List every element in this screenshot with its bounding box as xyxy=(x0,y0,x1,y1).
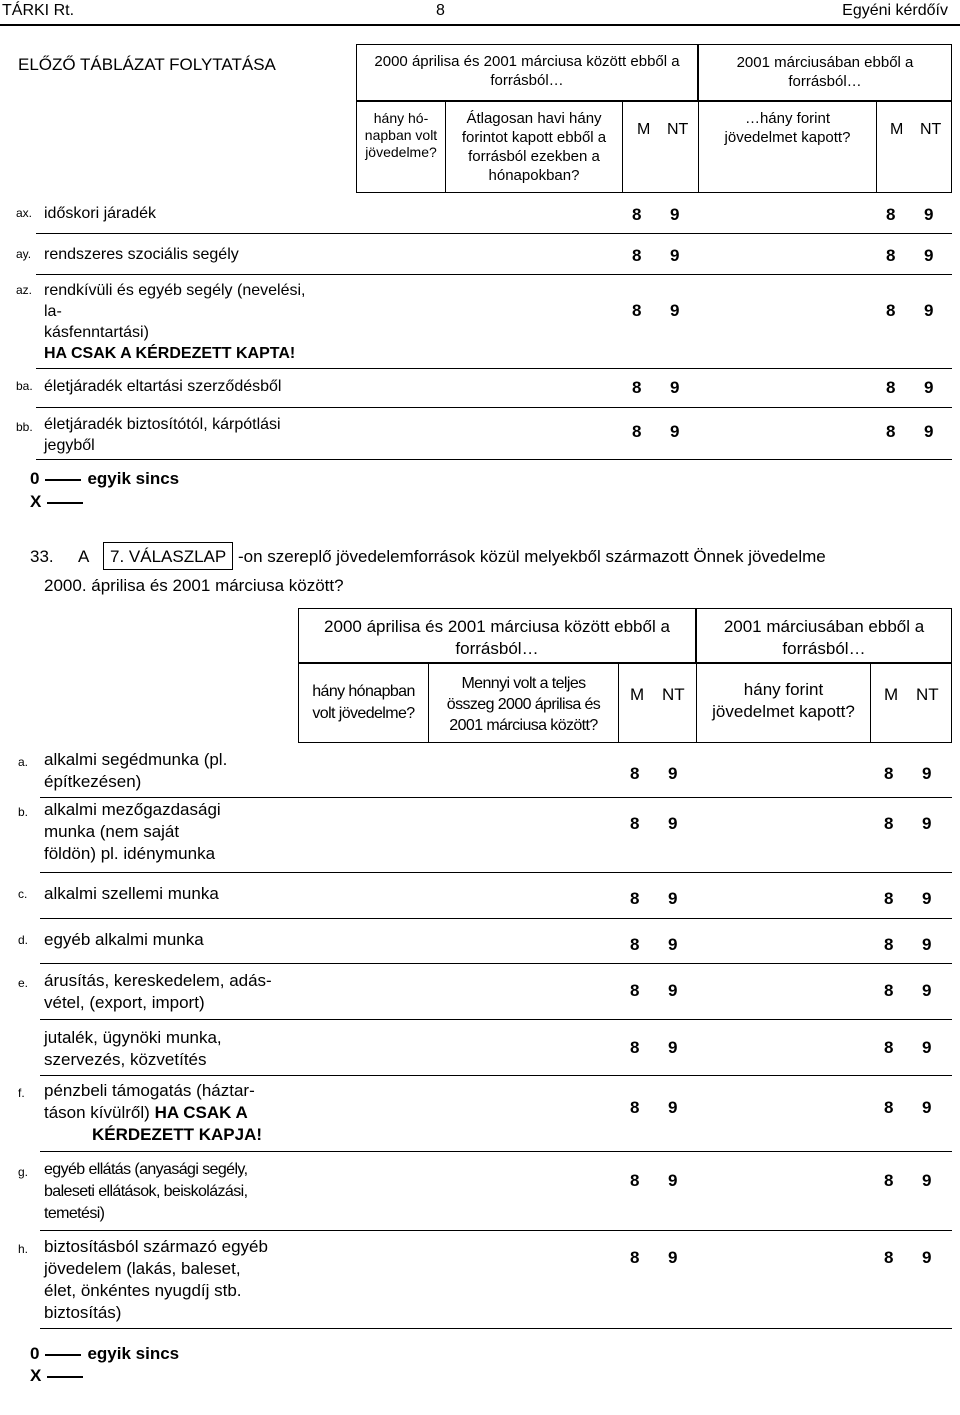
table2-x-option[interactable] xyxy=(30,1365,89,1387)
table1-row-ba xyxy=(0,376,960,406)
code-nt2[interactable]: 9 xyxy=(922,814,932,833)
code-nt2[interactable]: 9 xyxy=(924,246,934,265)
row-label: életjáradék eltartási szerződésből xyxy=(44,378,282,395)
label-line: munka (nem saját xyxy=(44,822,180,841)
header-rule xyxy=(0,24,960,26)
table2-col-forint xyxy=(697,679,870,723)
code-nt2[interactable]: 9 xyxy=(922,889,932,908)
code-nt2[interactable]: 9 xyxy=(922,981,932,1000)
row-rule xyxy=(40,797,952,798)
col-text: hány hó- xyxy=(373,110,429,126)
row-rule xyxy=(36,407,952,408)
code-nt[interactable]: 9 xyxy=(670,246,680,265)
col-text: forrásból ezekben a xyxy=(468,148,600,165)
code-m[interactable]: 8 xyxy=(630,764,640,783)
code-m[interactable]: 8 xyxy=(630,814,640,833)
code-m[interactable]: 8 xyxy=(630,935,640,954)
col-text: 2001 márciusa között? xyxy=(449,717,598,734)
label-line: biztosítás) xyxy=(44,1303,122,1322)
row-rule xyxy=(40,1151,952,1152)
row-rule xyxy=(36,368,952,369)
code-nt[interactable]: 9 xyxy=(668,935,678,954)
table2-col-total xyxy=(429,673,618,736)
table2-col-nt: NT xyxy=(662,685,685,704)
q33-card: 7. VÁLASZLAP xyxy=(110,547,227,566)
table2-col-months xyxy=(299,681,428,725)
col-text: hány forint xyxy=(743,680,824,699)
row-label: időskori járadék xyxy=(44,205,157,222)
table2-row-a xyxy=(0,749,960,797)
q33-prefix: A xyxy=(78,547,90,566)
row-label xyxy=(44,414,281,456)
label-line: alkalmi segédmunka (pl. xyxy=(44,750,228,769)
col-text: volt jövedelme? xyxy=(312,705,415,722)
code-m[interactable]: 8 xyxy=(630,1098,640,1117)
table2-row-h xyxy=(0,1236,960,1328)
code-nt[interactable]: 9 xyxy=(670,205,680,224)
table2-group2-header xyxy=(696,608,952,663)
label-line: rendkívüli és egyéb segély (nevelési, xyxy=(44,282,306,299)
code-nt2[interactable]: 9 xyxy=(924,205,934,224)
label-line: életjáradék biztosítótól, kárpótlási xyxy=(44,416,281,433)
label-line: temetési) xyxy=(44,1205,105,1222)
table1-row-bb xyxy=(0,414,960,460)
label-line: vétel, (export, import) xyxy=(44,993,205,1012)
table1-col-m2: M xyxy=(890,121,904,138)
table1-col-months xyxy=(357,110,445,161)
table2-none-option[interactable] xyxy=(30,1343,179,1365)
dash xyxy=(45,479,81,481)
table2-row-c xyxy=(0,883,960,917)
row-rule xyxy=(40,963,952,964)
code-m[interactable]: 8 xyxy=(630,1171,640,1190)
table2-group1-header xyxy=(298,608,696,663)
divider xyxy=(622,101,623,193)
row-label xyxy=(44,1027,222,1071)
row-code: h. xyxy=(18,1242,29,1256)
col-text: hónapokban? xyxy=(488,167,580,184)
table1-title: ELŐZŐ TÁBLÁZAT FOLYTATÁSA xyxy=(18,55,276,74)
x-code: X xyxy=(30,1366,42,1385)
code-nt2[interactable]: 9 xyxy=(922,1098,932,1117)
label-text: táson kívülről) xyxy=(44,1103,150,1122)
row-label xyxy=(44,799,221,865)
divider xyxy=(876,101,877,193)
x-code: X xyxy=(30,492,42,511)
row-label xyxy=(44,970,272,1014)
q33-text-line2: 2000. áprilisa és 2001 márciusa között? xyxy=(44,576,344,595)
row-rule xyxy=(40,1328,952,1329)
code-nt2[interactable]: 9 xyxy=(922,1171,932,1190)
table1-group2-text: 2001 márciusában ebből a forrásból… xyxy=(736,54,914,90)
col-text: forintot kapott ebből a xyxy=(461,129,607,146)
code-m2[interactable]: 8 xyxy=(884,1038,894,1057)
row-code: c. xyxy=(18,887,28,901)
code-nt2[interactable]: 9 xyxy=(922,1248,932,1267)
row-code: ax. xyxy=(16,206,33,220)
row-label xyxy=(44,749,227,793)
code-m[interactable]: 8 xyxy=(632,246,642,265)
label-line: biztosításból származó egyéb xyxy=(44,1237,268,1256)
code-m[interactable]: 8 xyxy=(630,1038,640,1057)
label-line: baleseti ellátások, beiskolázási, xyxy=(44,1183,248,1200)
row-rule xyxy=(36,274,952,275)
table2-row-commission xyxy=(0,1027,960,1075)
code-m[interactable]: 8 xyxy=(632,301,642,320)
code-nt[interactable]: 9 xyxy=(668,764,678,783)
code-nt[interactable]: 9 xyxy=(670,422,680,441)
divider xyxy=(618,663,619,743)
row-code: bb. xyxy=(16,420,33,434)
none-label: egyik sincs xyxy=(87,469,180,488)
table1-group1-header xyxy=(356,44,698,101)
q33-number: 33. xyxy=(30,547,54,566)
label-line: építkezésen) xyxy=(44,772,142,791)
label-line: egyéb ellátás (anyasági segély, xyxy=(44,1161,248,1178)
code-m2[interactable]: 8 xyxy=(886,301,896,320)
header-line: 2001 márciusában ebből a xyxy=(723,617,925,636)
col-text: Átlagosan havi hány xyxy=(466,110,602,127)
row-label xyxy=(44,1080,262,1146)
table2-row-g xyxy=(0,1159,960,1229)
row-label: rendszeres szociális segély xyxy=(44,246,239,263)
table2-col-nt2: NT xyxy=(916,685,939,704)
col-text: hány hónapban xyxy=(312,683,415,700)
header-left: TÁRKI Rt. xyxy=(2,2,75,19)
header-line: 2000 áprilisa és 2001 márciusa között ebből a xyxy=(324,617,670,636)
label-line: la- xyxy=(44,303,62,320)
code-m2[interactable]: 8 xyxy=(884,814,894,833)
row-code: f. xyxy=(18,1086,25,1100)
dash xyxy=(45,1354,81,1356)
code-m[interactable]: 8 xyxy=(632,378,642,397)
header-line: forrásból… xyxy=(782,639,866,658)
code-m2[interactable]: 8 xyxy=(886,422,896,441)
header-line: forrásból… xyxy=(455,639,539,658)
page-number: 8 xyxy=(436,2,445,19)
code-m2[interactable]: 8 xyxy=(884,1098,894,1117)
col-text: összeg 2000 áprilisa és xyxy=(446,696,601,713)
col-text: jövedelme? xyxy=(365,144,437,160)
table1-x-option[interactable] xyxy=(30,491,89,513)
label-line: szervezés, közvetítés xyxy=(44,1050,207,1069)
table2-row-e xyxy=(0,970,960,1018)
row-rule xyxy=(40,918,952,919)
table2-row-f xyxy=(0,1080,960,1150)
dash xyxy=(47,1376,83,1378)
row-code: az. xyxy=(16,283,33,297)
row-rule xyxy=(40,1230,952,1231)
instruction-text: KÉRDEZETT KAPJA! xyxy=(92,1125,263,1144)
table1-group1-text: 2000 áprilisa és 2001 márciusa között ebből a forrásból… xyxy=(374,53,680,89)
row-label xyxy=(44,1159,247,1225)
code-m2[interactable]: 8 xyxy=(884,935,894,954)
none-code: 0 xyxy=(30,469,40,488)
code-m2[interactable]: 8 xyxy=(886,205,896,224)
code-nt[interactable]: 9 xyxy=(668,981,678,1000)
instruction-text: HA CSAK A xyxy=(154,1103,248,1122)
row-code: ba. xyxy=(16,379,33,393)
row-label xyxy=(44,280,305,364)
code-m2[interactable]: 8 xyxy=(886,378,896,397)
row-rule xyxy=(40,1019,952,1020)
row-label: alkalmi szellemi munka xyxy=(44,884,219,903)
col-text: napban volt xyxy=(364,127,438,143)
code-m2[interactable]: 8 xyxy=(884,764,894,783)
code-m[interactable]: 8 xyxy=(630,1248,640,1267)
col-text: …hány forint xyxy=(744,110,831,127)
label-line: pénzbeli támogatás (háztar- xyxy=(44,1081,255,1100)
q33-card-box xyxy=(103,542,233,570)
table2-row-b xyxy=(0,799,960,869)
table1-row-ax xyxy=(0,203,960,233)
label-line: jutalék, ügynöki munka, xyxy=(44,1028,222,1047)
table1-group2-header xyxy=(698,44,952,101)
code-m[interactable]: 8 xyxy=(630,981,640,1000)
code-nt2[interactable]: 9 xyxy=(924,422,934,441)
code-nt[interactable]: 9 xyxy=(670,378,680,397)
code-m2[interactable]: 8 xyxy=(884,889,894,908)
table2-col-m: M xyxy=(630,685,645,704)
q33-text-line1: -on szereplő jövedelemforrások közül melyekből származott Önnek jövedelme xyxy=(238,547,826,566)
label-line: élet, önkéntes nyugdíj stb. xyxy=(44,1281,242,1300)
label-line xyxy=(44,1102,262,1124)
header-right: Egyéni kérdőív xyxy=(842,2,948,19)
dash xyxy=(47,502,83,504)
label-line: jegyből xyxy=(44,437,95,454)
table2-col-m2: M xyxy=(884,685,899,704)
row-code: e. xyxy=(18,976,29,990)
instruction-text: HA CSAK A KÉRDEZETT KAPTA! xyxy=(44,345,296,362)
code-m[interactable]: 8 xyxy=(632,422,642,441)
table1-row-az xyxy=(0,280,960,366)
table1-col-avg xyxy=(446,109,622,185)
code-nt[interactable]: 9 xyxy=(668,1171,678,1190)
code-nt2[interactable]: 9 xyxy=(922,935,932,954)
row-rule xyxy=(36,459,952,460)
table1-col-nt: NT xyxy=(667,121,689,138)
code-nt[interactable]: 9 xyxy=(670,301,680,320)
label-line: alkalmi mezőgazdasági xyxy=(44,800,221,819)
row-code: ay. xyxy=(16,247,32,261)
row-label: egyéb alkalmi munka xyxy=(44,930,204,949)
row-rule xyxy=(36,233,952,234)
code-m2[interactable]: 8 xyxy=(884,1248,894,1267)
code-m[interactable]: 8 xyxy=(632,205,642,224)
code-m2[interactable]: 8 xyxy=(886,246,896,265)
row-label xyxy=(44,1236,268,1324)
code-nt[interactable]: 9 xyxy=(668,1248,678,1267)
none-label: egyik sincs xyxy=(87,1344,180,1363)
code-nt[interactable]: 9 xyxy=(668,1038,678,1057)
row-code: a. xyxy=(18,755,29,769)
code-nt[interactable]: 9 xyxy=(668,1098,678,1117)
table1-col-forint xyxy=(699,109,876,147)
row-code: d. xyxy=(18,933,29,947)
code-nt2[interactable]: 9 xyxy=(924,301,934,320)
code-nt[interactable]: 9 xyxy=(668,814,678,833)
col-text: Mennyi volt a teljes xyxy=(461,675,586,692)
label-line: földön) pl. idénymunka xyxy=(44,844,216,863)
label-line: árusítás, kereskedelem, adás- xyxy=(44,971,272,990)
code-nt2[interactable]: 9 xyxy=(922,1038,932,1057)
row-rule xyxy=(40,1075,952,1076)
code-m[interactable]: 8 xyxy=(630,889,640,908)
row-code: b. xyxy=(18,805,29,819)
code-nt2[interactable]: 9 xyxy=(924,378,934,397)
col-text: jövedelmet kapott? xyxy=(712,702,855,721)
label-line: jövedelem (lakás, baleset, xyxy=(44,1259,241,1278)
table1-col-m: M xyxy=(637,121,651,138)
code-m2[interactable]: 8 xyxy=(884,981,894,1000)
label-line: kásfenntartási) xyxy=(44,324,149,341)
row-rule xyxy=(40,872,952,873)
code-m2[interactable]: 8 xyxy=(884,1171,894,1190)
divider xyxy=(870,663,871,743)
code-nt2[interactable]: 9 xyxy=(922,764,932,783)
table1-row-ay xyxy=(0,244,960,274)
table1-col-nt2: NT xyxy=(920,121,942,138)
table1-none-option[interactable] xyxy=(30,468,179,490)
none-code: 0 xyxy=(30,1344,40,1363)
col-text: jövedelmet kapott? xyxy=(724,129,851,146)
table2-row-d xyxy=(0,929,960,963)
code-nt[interactable]: 9 xyxy=(668,889,678,908)
row-code: g. xyxy=(18,1165,29,1179)
